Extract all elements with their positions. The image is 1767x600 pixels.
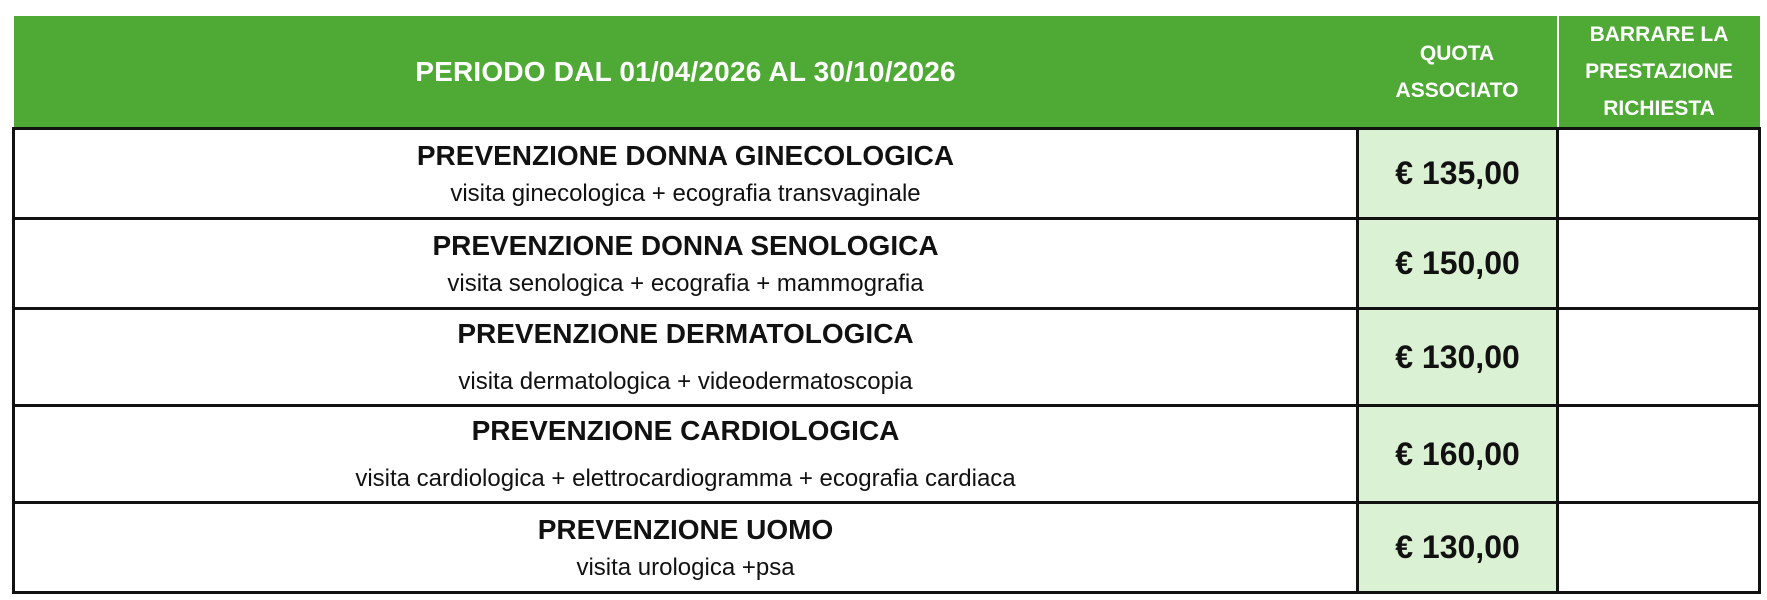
- service-title: PREVENZIONE DONNA SENOLOGICA: [432, 229, 939, 261]
- service-description: visita senologica + ecografia + mammografia: [447, 269, 924, 297]
- header-row: [14, 16, 1760, 129]
- price-header-line: QUOTA: [1419, 41, 1495, 65]
- price-header-line: ASSOCIATO: [1395, 78, 1519, 102]
- service-description: visita cardiologica + elettrocardiogramma + ecografia cardiaca: [355, 465, 1016, 492]
- table-row: [14, 406, 1760, 503]
- selection-checkbox-cell[interactable]: [1558, 309, 1760, 406]
- table-row: [14, 219, 1760, 309]
- selection-checkbox-cell[interactable]: [1558, 219, 1760, 309]
- services-table: [12, 16, 1761, 594]
- service-cell: [14, 129, 1358, 219]
- service-cell: [14, 309, 1358, 406]
- price-list-sheet: [12, 16, 1758, 594]
- service-cell: [14, 406, 1358, 503]
- service-title: PREVENZIONE DONNA GINECOLOGICA: [416, 139, 955, 171]
- mark-header-line: PRESTAZIONE: [1585, 60, 1733, 83]
- service-title: PREVENZIONE DERMATOLOGICA: [457, 318, 914, 349]
- selection-checkbox-cell[interactable]: [1558, 129, 1760, 219]
- service-title: PREVENZIONE UOMO: [537, 513, 834, 545]
- price-cell: € 135,00: [1358, 129, 1558, 219]
- service-title: PREVENZIONE CARDIOLOGICA: [471, 415, 900, 446]
- selection-checkbox-cell[interactable]: [1558, 406, 1760, 503]
- table-row: [14, 309, 1760, 406]
- price-cell: € 130,00: [1358, 309, 1558, 406]
- selection-checkbox-cell[interactable]: [1558, 503, 1760, 593]
- price-cell: € 150,00: [1358, 219, 1558, 309]
- service-description: visita ginecologica + ecografia transvaginale: [450, 179, 921, 207]
- price-cell: € 130,00: [1358, 503, 1558, 593]
- price-cell: € 160,00: [1358, 406, 1558, 503]
- service-cell: [14, 219, 1358, 309]
- price-column-header: [1358, 16, 1558, 129]
- service-description: visita urologica +psa: [576, 553, 795, 581]
- mark-column-header: [1558, 16, 1760, 129]
- period-header: PERIODO DAL 01/04/2026 AL 30/10/2026: [14, 16, 1358, 129]
- service-cell: [14, 503, 1358, 593]
- table-row: [14, 503, 1760, 593]
- table-row: [14, 129, 1760, 219]
- mark-header-line: RICHIESTA: [1603, 97, 1715, 120]
- mark-header-line: BARRARE LA: [1589, 23, 1729, 46]
- service-description: visita dermatologica + videodermatoscopia: [458, 368, 913, 395]
